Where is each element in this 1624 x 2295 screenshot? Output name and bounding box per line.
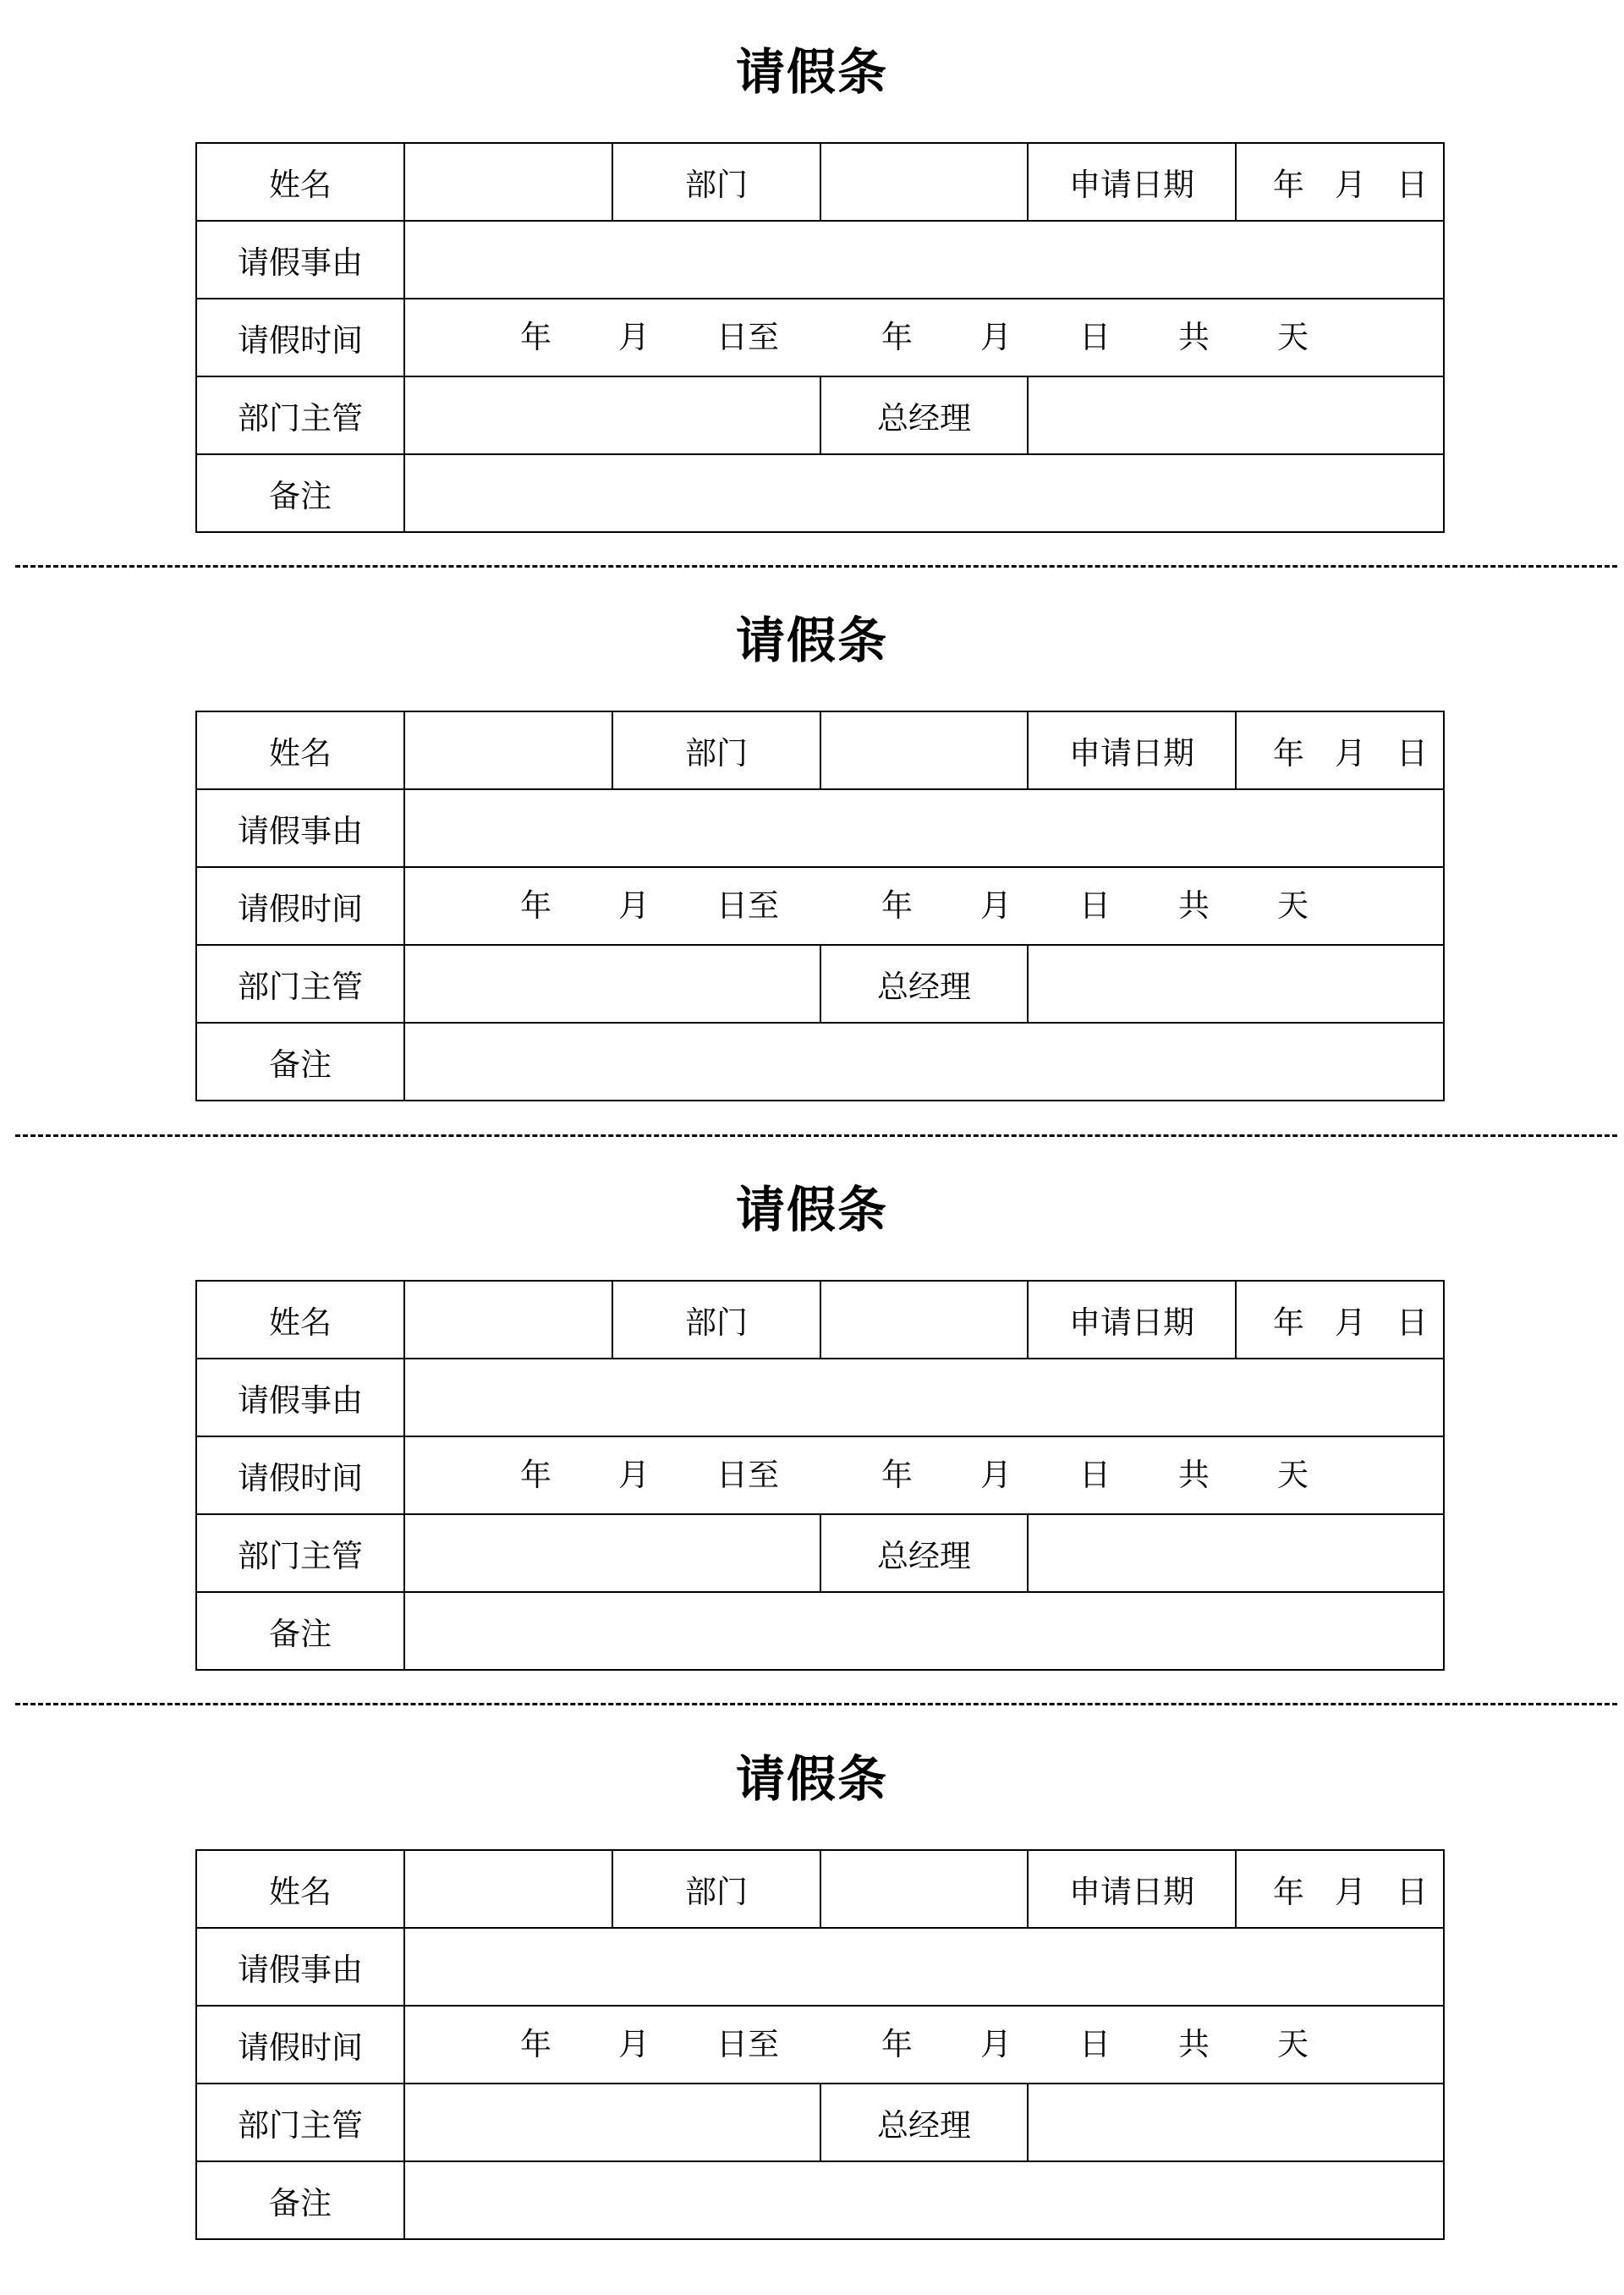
row-period [196,867,1444,945]
row-remark [196,1023,1444,1101]
apply-month: 月 [1335,167,1366,203]
remark-label: 备注 [196,1592,404,1670]
name-label: 姓名 [196,143,404,221]
row-reason [196,221,1444,299]
apply-month: 月 [1335,1304,1366,1341]
period-end-year: 年 [881,887,913,924]
period-field[interactable] [404,2006,1444,2084]
period-total: 共 [1178,319,1210,355]
dept-field[interactable] [820,711,1028,789]
form-title: 请假条 [735,1750,888,1808]
row-remark [196,1592,1444,1670]
gm-field[interactable] [1028,1514,1444,1592]
row-reason [196,1928,1444,2006]
period-total: 共 [1178,887,1210,924]
remark-field[interactable] [404,1592,1444,1670]
apply-day: 日 [1396,1304,1428,1341]
reason-label: 请假事由 [196,789,404,867]
form-title: 请假条 [735,612,888,669]
period-total: 共 [1178,1457,1210,1493]
supervisor-field[interactable] [404,376,820,454]
period-end-month: 月 [980,2026,1012,2062]
period-start-month: 月 [618,319,650,355]
remark-label: 备注 [196,1023,404,1101]
leave-table [195,1849,1445,2240]
period-start-day: 日至 [716,319,779,355]
period-days: 天 [1277,2026,1309,2062]
name-field[interactable] [404,1850,612,1928]
leave-table [195,1280,1445,1671]
period-start-month: 月 [618,1457,650,1493]
period-start-month: 月 [618,2026,650,2062]
period-end-year: 年 [881,1457,913,1493]
period-start-year: 年 [520,887,551,924]
supervisor-field[interactable] [404,945,820,1023]
supervisor-field[interactable] [404,2084,820,2161]
apply-year: 年 [1273,735,1304,771]
period-total: 共 [1178,2026,1210,2062]
reason-label: 请假事由 [196,1928,404,2006]
period-label: 请假时间 [196,1436,404,1514]
period-end-month: 月 [980,1457,1012,1493]
period-end-day: 日 [1079,887,1111,924]
cut-line-1 [15,565,1617,568]
apply-day: 日 [1396,1874,1428,1910]
period-end-year: 年 [881,2026,913,2062]
name-label: 姓名 [196,1850,404,1928]
period-days: 天 [1277,887,1309,924]
apply-date-label: 申请日期 [1028,1850,1236,1928]
reason-field[interactable] [404,789,1444,867]
leave-table [195,711,1445,1101]
apply-date-label: 申请日期 [1028,143,1236,221]
period-label: 请假时间 [196,299,404,376]
remark-field[interactable] [404,2161,1444,2239]
supervisor-label: 部门主管 [196,376,404,454]
period-start-year: 年 [520,2026,551,2062]
gm-label: 总经理 [820,1514,1028,1592]
dept-field[interactable] [820,1850,1028,1928]
row-basic-info [196,1850,1444,1928]
row-period [196,2006,1444,2084]
dept-label: 部门 [612,143,820,221]
name-label: 姓名 [196,1281,404,1359]
dept-label: 部门 [612,1850,820,1928]
apply-date-label: 申请日期 [1028,1281,1236,1359]
apply-day: 日 [1396,167,1428,203]
row-reason [196,789,1444,867]
period-start-day: 日至 [716,887,779,924]
cut-line-2 [15,1134,1617,1137]
gm-field[interactable] [1028,2084,1444,2161]
period-end-year: 年 [881,319,913,355]
period-field[interactable] [404,1436,1444,1514]
dept-field[interactable] [820,1281,1028,1359]
reason-label: 请假事由 [196,221,404,299]
period-start-day: 日至 [716,1457,779,1493]
period-start-year: 年 [520,1457,551,1493]
period-end-day: 日 [1079,2026,1111,2062]
remark-field[interactable] [404,1023,1444,1101]
period-field[interactable] [404,299,1444,376]
period-end-day: 日 [1079,1457,1111,1493]
apply-day: 日 [1396,735,1428,771]
leave-table [195,142,1445,533]
period-label: 请假时间 [196,867,404,945]
gm-label: 总经理 [820,376,1028,454]
period-end-month: 月 [980,319,1012,355]
gm-field[interactable] [1028,376,1444,454]
form-title: 请假条 [735,43,888,101]
name-field[interactable] [404,1281,612,1359]
apply-date-field[interactable] [1236,143,1444,221]
reason-field[interactable] [404,1359,1444,1436]
row-basic-info [196,143,1444,221]
apply-month: 月 [1335,1874,1366,1910]
row-approval [196,1514,1444,1592]
row-approval [196,2084,1444,2161]
apply-date-field[interactable] [1236,1850,1444,1928]
name-label: 姓名 [196,711,404,789]
period-end-month: 月 [980,887,1012,924]
row-remark [196,2161,1444,2239]
name-field[interactable] [404,711,612,789]
form-title: 请假条 [735,1181,888,1238]
name-field[interactable] [404,143,612,221]
period-days: 天 [1277,319,1309,355]
apply-year: 年 [1273,1304,1304,1341]
gm-label: 总经理 [820,945,1028,1023]
period-start-year: 年 [520,319,551,355]
remark-field[interactable] [404,454,1444,532]
row-basic-info [196,711,1444,789]
apply-year: 年 [1273,1874,1304,1910]
apply-date-field[interactable] [1236,1281,1444,1359]
gm-label: 总经理 [820,2084,1028,2161]
reason-field[interactable] [404,1928,1444,2006]
supervisor-label: 部门主管 [196,1514,404,1592]
period-start-month: 月 [618,887,650,924]
apply-month: 月 [1335,735,1366,771]
dept-label: 部门 [612,1281,820,1359]
row-period [196,299,1444,376]
row-period [196,1436,1444,1514]
dept-field[interactable] [820,143,1028,221]
apply-date-field[interactable] [1236,711,1444,789]
period-start-day: 日至 [716,2026,779,2062]
gm-field[interactable] [1028,945,1444,1023]
row-basic-info [196,1281,1444,1359]
period-end-day: 日 [1079,319,1111,355]
reason-field[interactable] [404,221,1444,299]
dept-label: 部门 [612,711,820,789]
period-label: 请假时间 [196,2006,404,2084]
row-reason [196,1359,1444,1436]
cut-line-3 [15,1703,1617,1705]
period-field[interactable] [404,867,1444,945]
supervisor-label: 部门主管 [196,2084,404,2161]
apply-date-label: 申请日期 [1028,711,1236,789]
period-days: 天 [1277,1457,1309,1493]
supervisor-field[interactable] [404,1514,820,1592]
supervisor-label: 部门主管 [196,945,404,1023]
row-remark [196,454,1444,532]
remark-label: 备注 [196,454,404,532]
remark-label: 备注 [196,2161,404,2239]
apply-year: 年 [1273,167,1304,203]
reason-label: 请假事由 [196,1359,404,1436]
row-approval [196,945,1444,1023]
row-approval [196,376,1444,454]
